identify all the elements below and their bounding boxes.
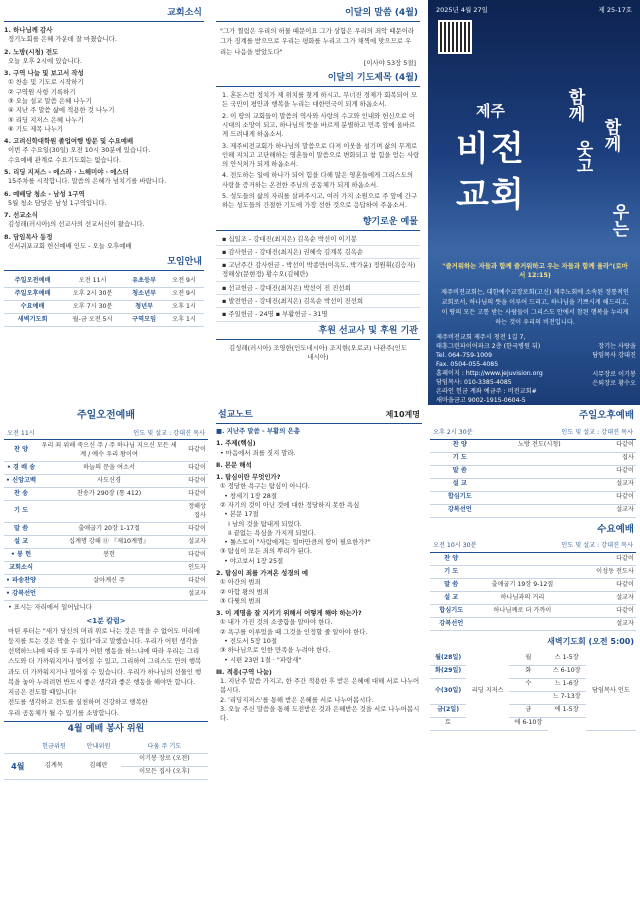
meetings-title: 모임안내: [4, 255, 204, 271]
news-line: ⑥ 기도 제목 나누기: [8, 124, 64, 133]
column-end-line: 전도를 생각하고 전도를 실천하며 건강하고 행복한: [8, 698, 148, 707]
pm-sub-header: 오후 2시 30분 인도 및 설교 : 강대진 목사: [430, 428, 636, 440]
am-content: 봉헌: [38, 549, 180, 562]
am-leader: 설교자: [180, 588, 208, 601]
am-leader: 다같이: [180, 575, 208, 588]
meeting-cell: 오전 9시: [164, 288, 204, 301]
am-label: • 신앙고백: [4, 475, 38, 488]
offering-item: ▪ 고난주간 감사헌금 - 박선이 박종만(이옥도, 박가윤) 정원휘(김승자) 정해상(문현정) 황수오(김혜란): [216, 261, 420, 282]
offering-item: ▪ 주일헌금 - 24명 ▪ 부활헌금 - 31명: [216, 310, 420, 321]
sermon-line: Ⅲ. 적용(구역 나눔): [216, 667, 272, 676]
wed-leader: 다같이: [572, 553, 636, 565]
staff-line: [574, 361, 636, 370]
staff-line: 시무장로 이기봉: [592, 370, 636, 378]
am-row: [4, 488, 208, 501]
sermon-line: • 본문 17절: [220, 510, 259, 519]
church-news-title: 교회소식: [4, 6, 204, 22]
dawn-text: 에 6-10장: [509, 717, 547, 730]
sermon-line: 3. 이 계명을 잘 지키기 위해서 어떻게 해야 하는가?: [216, 609, 362, 618]
am-sub-header: 오전 11시 인도 및 설교 : 강대진 목사: [4, 429, 208, 441]
wed-content: [472, 566, 572, 579]
staff-line: 담임목사 강대진: [592, 352, 636, 360]
dawn-wd: [509, 691, 547, 704]
panel-word-prayer: [216, 6, 420, 401]
pm-content: [490, 452, 590, 465]
contact-line: 홈페이지 : http://www.jejuvision.org: [436, 369, 543, 377]
cover-name-3: 교회: [456, 175, 526, 215]
wed-row: [430, 566, 636, 579]
wed-content: 하나님과의 거리: [472, 592, 572, 605]
am-leader: 정해상 집사: [180, 501, 208, 523]
am-leader: 다같이: [180, 523, 208, 536]
wed-content: [472, 618, 572, 631]
am-label: 설 교: [4, 536, 38, 549]
dawn-title: 새벽기도회 (오전 5:00): [547, 637, 634, 647]
am-content: [38, 501, 180, 523]
meeting-row: [4, 288, 204, 301]
cover-header: [428, 0, 640, 21]
am-content: 살아계신 주: [38, 575, 180, 588]
sermon-line: ① 내가 가진 것의 소중함을 알아야 한다.: [220, 618, 333, 627]
pm-label: 찬 양: [430, 440, 490, 452]
am-row: [4, 549, 208, 562]
meeting-cell: 오후 2시 30분: [61, 288, 124, 301]
am-label: 기 도: [4, 501, 38, 523]
wed-label: 설 교: [430, 592, 472, 605]
panel-sermon-notes: [216, 408, 422, 905]
news-line: 15주차를 시작합니다. 말씀의 은혜가 넘치기를 바랍니다.: [8, 177, 167, 186]
sermon-title: 설교노트: [218, 410, 253, 420]
dawn-leader: 담임목사 인도: [586, 653, 636, 730]
offering-item: ▪ 발전헌금 - 강대진(최지은) 김옥순 박선이 진선희: [216, 297, 420, 308]
dawn-day: 월(28일): [430, 653, 466, 665]
meeting-cell: 오전 9시: [164, 275, 204, 287]
sermon-line: ② 자기의 것이 아닌 것에 대한 정당하지 못한 욕심: [220, 501, 360, 510]
church-news-list: [4, 26, 204, 251]
slogan-b: 웃 고: [576, 140, 594, 177]
wed-content: 하나님께로 더 가까이: [472, 605, 572, 618]
meetings-table: [4, 275, 204, 327]
slogan-d: 우 는: [612, 203, 630, 240]
wed-leader: 이성동 전도사: [572, 566, 636, 579]
meeting-cell: 오후 1시: [164, 301, 204, 314]
offering-item: ▪ 선교헌금 - 강대진(최지은) 박선이 진 진선희: [216, 284, 420, 295]
sermon-line: ii 끝없는 욕심을 가지게 되었다.: [220, 528, 316, 537]
am-content: 사도신경: [38, 475, 180, 488]
am-note: • 표시는 자리에서 일어납니다: [8, 603, 92, 612]
sermon-line: 1. 주제(핵심): [216, 439, 256, 448]
news-item-body: [4, 199, 204, 208]
sermon-line: ② 욕구를 이루었을 때 그것을 인정할 줄 알아야 한다.: [220, 627, 368, 636]
contact-line: Tel. 064-759-1009: [436, 351, 493, 359]
am-content: [38, 562, 180, 575]
panel-church-news: [4, 6, 204, 401]
sermon-no: 제10계명: [385, 410, 420, 419]
pm-row: [430, 491, 636, 504]
dawn-day: 금(2일): [430, 704, 466, 717]
pm-leader: 설교자: [589, 478, 636, 491]
am-order-table: [4, 440, 208, 601]
news-item-body: [4, 57, 204, 66]
offering-title: 향기로운 예물: [216, 215, 420, 231]
am-label: 찬 송: [4, 488, 38, 501]
wed-label: 강복선언: [430, 618, 472, 631]
sermon-line: 1. 탐심이란 무엇인가?: [216, 473, 281, 482]
sermon-line: • 창세기 1장 28절: [220, 491, 278, 500]
cover-name-1: 제주: [476, 102, 505, 120]
sermon-line: 2. '리딩지저스'를 통해 받은 은혜를 서로 나누어봅시다.: [220, 695, 374, 704]
prayer-item: 2. 이 땅의 교회들이 말씀의 역사와 사랑의 수고와 인내와 헌신으로 이 시대의 소망이 되고, 하나님의 뜻을 바르게 분별하고 민족 앞에 올바르게 드려내게 하옵소서.: [222, 111, 416, 139]
offering-list: [216, 235, 420, 322]
pm-label: 말 씀: [430, 465, 490, 478]
wed-leader: 다같이: [572, 605, 636, 618]
wed-leader: 설교자: [572, 592, 636, 605]
prayer-list: [216, 91, 420, 210]
sermon-line: ① 정당한 욕구는 탐심이 아니다.: [220, 482, 310, 491]
sermon-line: • 마음에서 죄를 짓지 말라.: [220, 448, 296, 457]
meeting-row: [4, 275, 204, 287]
month-word-ref: [이사야 53장 5절]: [363, 58, 416, 67]
news-item-title: 7. 선교소식: [4, 211, 38, 220]
news-line: ① 찬송 및 기도로 시작하기: [8, 78, 84, 87]
sermon-line: ③ 하나님으로 인한 만족을 누려야 한다.: [220, 646, 331, 655]
wed-content: 출애굽기 19장 9-12절: [472, 579, 572, 592]
news-item-title: 3. 구역 나눔 및 보고서 작성: [4, 69, 84, 78]
wed-row: [430, 592, 636, 605]
dawn-table: [430, 653, 636, 731]
pm-label: 강복선언: [430, 504, 490, 517]
am-leader: 다같이: [180, 462, 208, 475]
news-item-body: [4, 35, 204, 44]
pm-content: [490, 478, 590, 491]
news-item-body: [4, 78, 204, 134]
wed-label: 합심기도: [430, 605, 472, 618]
news-item-title: 4. 고려신학대학원 졸업여행 방문 및 수요예배: [4, 137, 134, 146]
meeting-cell: 주일오후예배: [4, 288, 61, 301]
sermon-line: • 전도서 5장 10절: [220, 636, 278, 645]
dawn-wd: 금: [509, 704, 547, 717]
missionary-text: 김성래(러시아) 조영한(인도네시아) 조지현(오로코) 나관주(인도네시아): [229, 343, 407, 361]
offering-item: ▪ 감사헌금 - 강대진(최지은) 권혜숙 김계복 김옥순: [216, 248, 420, 259]
column-title: <1분 칼럼>: [86, 616, 126, 625]
am-row: [4, 501, 208, 523]
dawn-wd: 월: [509, 653, 547, 665]
pm-content: [490, 491, 590, 504]
sermon-line: ② 아합 왕의 범죄: [220, 587, 269, 596]
news-item-title: 6. 예배당 청소 - 남성 1구역: [4, 189, 85, 198]
am-title: 주일오전예배: [77, 410, 135, 421]
staff-line: 장기는 사랑을: [598, 343, 636, 350]
am-label: 말 씀: [4, 523, 38, 536]
am-content: [38, 588, 180, 601]
meeting-cell: 오전 11시: [61, 275, 124, 287]
meeting-cell: 월-금 오전 5시: [61, 314, 124, 327]
am-row: [4, 536, 208, 549]
am-label: 교회소식: [4, 562, 38, 575]
wed-row: [430, 605, 636, 618]
meeting-cell: 구역모임: [124, 314, 164, 327]
sermon-line: i 남의 것을 탐내게 되었다.: [220, 519, 302, 528]
dawn-row: [430, 653, 636, 665]
am-leader: 다같이: [180, 475, 208, 488]
pm-label: 기 도: [430, 452, 490, 465]
wed-row: [430, 579, 636, 592]
meeting-cell: 수요예배: [4, 301, 61, 314]
contact-line: 제주비전교회 제주시 청전 1길 7,: [436, 334, 526, 341]
news-item-body: [4, 177, 204, 186]
column-end-line: 우리 공동체가 될 수 있기를 소망합니다.: [8, 708, 119, 717]
contact-line: 담임목사: 010-3385-4085: [436, 378, 512, 386]
news-item-title: 2. 노방(시청) 전도: [4, 47, 59, 56]
sermon-line: 3. 오늘 주신 말씀을 통해 도전받은 것과 은혜받은 것을 서로 나누어봅시다.: [220, 704, 420, 723]
am-label: • 파송찬양: [4, 575, 38, 588]
contact-line: 새마을금고 9002-1915-0604-5: [436, 396, 526, 404]
news-line: ③ 오늘 설교 말씀 은혜 나누기: [8, 97, 92, 106]
wed-row: [430, 553, 636, 565]
wed-label: 기 도: [430, 566, 472, 579]
news-line: ④ 지난 주 말씀 삶에 적용한 것 나누기: [8, 106, 115, 115]
am-leader: 다같이: [180, 488, 208, 501]
dawn-wd: 화: [509, 665, 547, 678]
wed-order-table: [430, 553, 636, 631]
column-text: 마틴 루터는 "새가 당신의 머리 위로 나는 것은 막을 수 없어도 머리에 둥지를 트는 것은 막을 수 있다"라고 말했습니다. 우리가 어떤 생각을 선택하느냐에 따라 또 우리가 어떤 행동을 하느냐에 따라 우리는 그리스도와 더 가까워지거나 멀어질 수 있고, 그리하여 그리스도 안의 행복과도 더 가까워지거나 멀어질 수 있습니다. 우리가 하나님의 선물인 행복을 놓아 누려려면 반드시 좋은 생각과 좋은 행동을 해야만 합니다.: [8, 626, 202, 686]
dawn-wd: 토: [430, 717, 466, 730]
am-label: • 강복선언: [4, 588, 38, 601]
pm-leader: 집사: [589, 452, 636, 465]
news-item-title: 5. 리딩 지저스 - 에스라 · 느헤미야 · 에스더: [4, 167, 129, 176]
am-row: [4, 562, 208, 575]
slogan-a: 함 께: [568, 88, 586, 125]
pm-order-table: [430, 440, 636, 518]
missionary-title: 후원 선교사 및 후원 기관: [216, 324, 420, 340]
am-row: [4, 588, 208, 601]
sermon-line: Ⅱ. 본문 해석: [216, 460, 252, 469]
pm-content: [490, 504, 590, 517]
dawn-text: 느 1-6장: [548, 678, 586, 691]
servers-title: 4월 예배 봉사 위원: [4, 721, 208, 737]
am-row: [4, 440, 208, 461]
wed-title: 수요예배: [597, 523, 634, 535]
news-line: 김성래(러시아)의 선교사의 선교서신이 왔습니다.: [8, 220, 145, 229]
prayer-item: 1. 혼돈스런 정치가 제 위치를 찾게 하시고, 무너진 경제가 회복되어 모든 국민이 평안과 행복을 누리는 대한민국이 되게 하옵소서.: [222, 91, 418, 109]
column-end-line: 지금은 전도할 때입니다!: [8, 688, 77, 697]
meeting-cell: 청소년부: [124, 288, 164, 301]
pm-row: [430, 478, 636, 491]
sermon-line: • 야고보서 1장 25절: [220, 556, 284, 565]
am-leader: 인도자: [180, 562, 208, 575]
am-label: • 봉 헌: [4, 549, 38, 562]
pm-leader: 다같이: [589, 440, 636, 452]
news-line: 정기노회를 은혜 가운데 잘 마쳤습니다.: [8, 35, 117, 44]
panel-am-service: [4, 408, 208, 905]
am-content: 하늘의 문을 여소서: [38, 462, 180, 475]
news-line: 이번 주 수요일(30일) 오전 10시 30분에 있습니다.: [8, 146, 151, 155]
sermon-line: ① 아간의 범죄: [220, 578, 261, 587]
pm-content: 노방 전도(시청): [490, 440, 590, 452]
am-content: 찬송가 290장 (통 412): [38, 488, 180, 501]
panel-pm-services: [430, 408, 636, 905]
dawn-text: 스 6-10장: [548, 665, 586, 678]
am-row: [4, 462, 208, 475]
sermon-line: 1. 지난주 말씀 가지고, 한 주간 적용한 후 받은 은혜에 대해 서로 나누어봅시다.: [220, 677, 420, 695]
month-word-title: 이달의 말씀 (4월): [216, 6, 420, 22]
pm-label: 설 교: [430, 478, 490, 491]
dawn-day: 수(30일): [430, 678, 466, 704]
pm-leader: 다같이: [589, 465, 636, 478]
news-line: ② 구역원 사항 기록하기: [8, 87, 76, 96]
pm-row: [430, 452, 636, 465]
wed-label: 찬 양: [430, 553, 472, 565]
cover-issue: 제 25-17호: [598, 6, 632, 14]
am-leader: 설교자: [180, 536, 208, 549]
wed-content: [472, 553, 572, 565]
contact-line: 태흥그린파이어파크 2층 (한국병원 뒤): [436, 342, 541, 350]
sermon-lines: [216, 427, 422, 723]
news-item-title: 1. 하나님께 감사: [4, 26, 53, 35]
cover-contact: [432, 334, 572, 405]
am-leader: 다같이: [180, 549, 208, 562]
cover-date: 2025년 4월 27일: [436, 6, 488, 14]
pm-row: [430, 440, 636, 452]
slogan-c: 함 께: [604, 118, 622, 155]
meeting-row: [4, 314, 204, 327]
cover-intro: 제주비전교회는, 대한예수교장로회(고신) 제주노회에 소속된 정통적인 교회로서, 하나님의 뜻을 이루어 드리고, 하나님을 기쁘시게 해드리고, 이 땅의 모든 고통 받는 사람들이 그리스도 안에서 참된 행복을 누리게 하는 것이 우리의 비전입니다.: [441, 289, 629, 326]
news-line: 수요예배 관계로 수요기도회는 없습니다.: [8, 155, 122, 164]
sermon-line: • 톨스토이 "사람에게는 얼마만큼의 땅이 필요한가?": [220, 538, 371, 547]
am-content: 출애굽기 20장 1-17절: [38, 523, 180, 536]
cover-name-2: 비전: [456, 129, 526, 169]
wed-row: [430, 618, 636, 631]
pm-row: [430, 504, 636, 517]
meeting-cell: 새벽기도회: [4, 314, 61, 327]
wed-sub-header: 오전 10시 30분 인도 및 설교 : 강대진 목사: [430, 541, 636, 553]
prayer-title: 이달의 기도제목 (4월): [216, 71, 420, 87]
meeting-cell: 오후 7시 30분: [61, 301, 124, 314]
news-line: 5월 청소 담당은 남성 1구역입니다.: [8, 198, 107, 207]
sermon-line: ③ 다윗의 범죄: [220, 596, 261, 605]
pm-leader: 다같이: [589, 491, 636, 504]
column-end: [4, 687, 208, 718]
news-item-body: [4, 242, 204, 251]
dawn-mid: 리딩 지저스: [466, 653, 509, 730]
contact-line: Fax. 0504-055-4085: [436, 360, 499, 368]
contact-line: 온라인 헌금 계좌 예금주 : 비전교회#: [436, 387, 537, 395]
news-line: 신서귀포교회 헌신예배 인도 - 오늘 오후예배: [8, 241, 132, 250]
news-item-body: [4, 146, 204, 165]
news-item-title: 8. 담임목사 동정: [4, 232, 53, 241]
am-row: [4, 575, 208, 588]
am-row: [4, 475, 208, 488]
pm-content: [490, 465, 590, 478]
am-content: 십계명 강해 ⑪ 『제10계명』: [38, 536, 180, 549]
sermon-line: ■. 지난주 말씀 - 부활의 은총: [216, 427, 300, 436]
month-word-text: "그가 찔림은 우리의 허물 때문이요 그가 상함은 우리의 죄악 때문이라 그가 징계를 받으므로 우리는 평화를 누리고 그가 채찍에 맞으므로 우리는 나음을 받았도다": [220, 27, 415, 56]
wed-leader: 설교자: [572, 618, 636, 631]
prayer-item: 3. 제주비전교회가 하나님의 말씀으로 다져 이웃을 섬기며 삶의 무게로 인해 지치고 고단해하는 영혼들이 말씀으로 변화되고 참 힘을 얻는 사랑의 안식처가 되게 하옵소서.: [222, 141, 420, 169]
servers-table: 헌금위원 안내위원 다움 주 기도 4월 김계목 김혜란 이기봉 장로 (오전) 이모든 집사 (오후): [4, 741, 208, 780]
meeting-cell: 주일오전예배: [4, 275, 61, 287]
meeting-cell: 유초등부: [124, 275, 164, 287]
pm-leader: 설교자: [589, 504, 636, 517]
dawn-wd: 수: [509, 678, 547, 691]
cover-staff: [574, 342, 636, 388]
staff-line: 은퇴장로 황수오: [592, 380, 636, 388]
meeting-cell: 청년부: [124, 301, 164, 314]
sermon-line: ③ 탐심이 모든 죄의 뿌리가 된다.: [220, 547, 312, 556]
wed-label: 말 씀: [430, 579, 472, 592]
cover-verse: "즐거워하는 자들과 함께 즐거워하고 우는 자들과 함께 울라"(로마서 12:15): [442, 262, 628, 280]
am-label: • 경 배 송: [4, 462, 38, 475]
wed-leader: 다같이: [572, 579, 636, 592]
panel-cover: [428, 0, 640, 405]
am-row: [4, 523, 208, 536]
am-content: 우리 죄 위해 죽으신 주 / 주 하나님 지으신 모든 세계 / 예수 우리 왕이여: [38, 440, 180, 461]
news-item-body: [4, 220, 204, 229]
pm-row: [430, 465, 636, 478]
sermon-line: • 시편 23편 1절 · "파랑새": [220, 655, 302, 664]
am-leader: 다같이: [180, 440, 208, 461]
offering-item: ▪ 십일조 - 강대진(최지은) 김옥순 박선이 이기봉: [216, 235, 420, 246]
dawn-text: 에 1-5장: [548, 704, 586, 717]
meeting-cell: 오후 1시: [164, 314, 204, 327]
meeting-row: [4, 301, 204, 314]
news-line: 오늘 오후 2시에 있습니다.: [8, 56, 82, 65]
pm-title: 주일오후예배: [578, 410, 634, 421]
dawn-text: 느 7-13장: [548, 691, 586, 704]
sermon-line: 2. 탐심이 죄를 가져온 성경의 예: [216, 568, 309, 577]
pm-label: 합심기도: [430, 491, 490, 504]
prayer-item: 4. 전도하는 일에 하나가 되어 힘을 다해 많은 영혼들에게 그리스도의 사랑을 증거하는 온전한 주님의 공동체가 되게 하옵소서.: [222, 171, 414, 189]
dawn-text: 스 1-5장: [548, 653, 586, 665]
qr-code[interactable]: [438, 20, 472, 54]
prayer-item: 5. 성도들의 삶의 자리를 살펴주시고, 여러 가지 소원으로 주 앞에 간구하는 성도들의 간절한 기도에 가장 선한 것으로 응답하여 주옵소서.: [222, 191, 418, 210]
am-label: 찬 양: [4, 440, 38, 461]
news-line: ⑤ 리딩 지저스 은혜 나누기: [8, 115, 84, 124]
dawn-day: 화(29일): [430, 665, 466, 678]
